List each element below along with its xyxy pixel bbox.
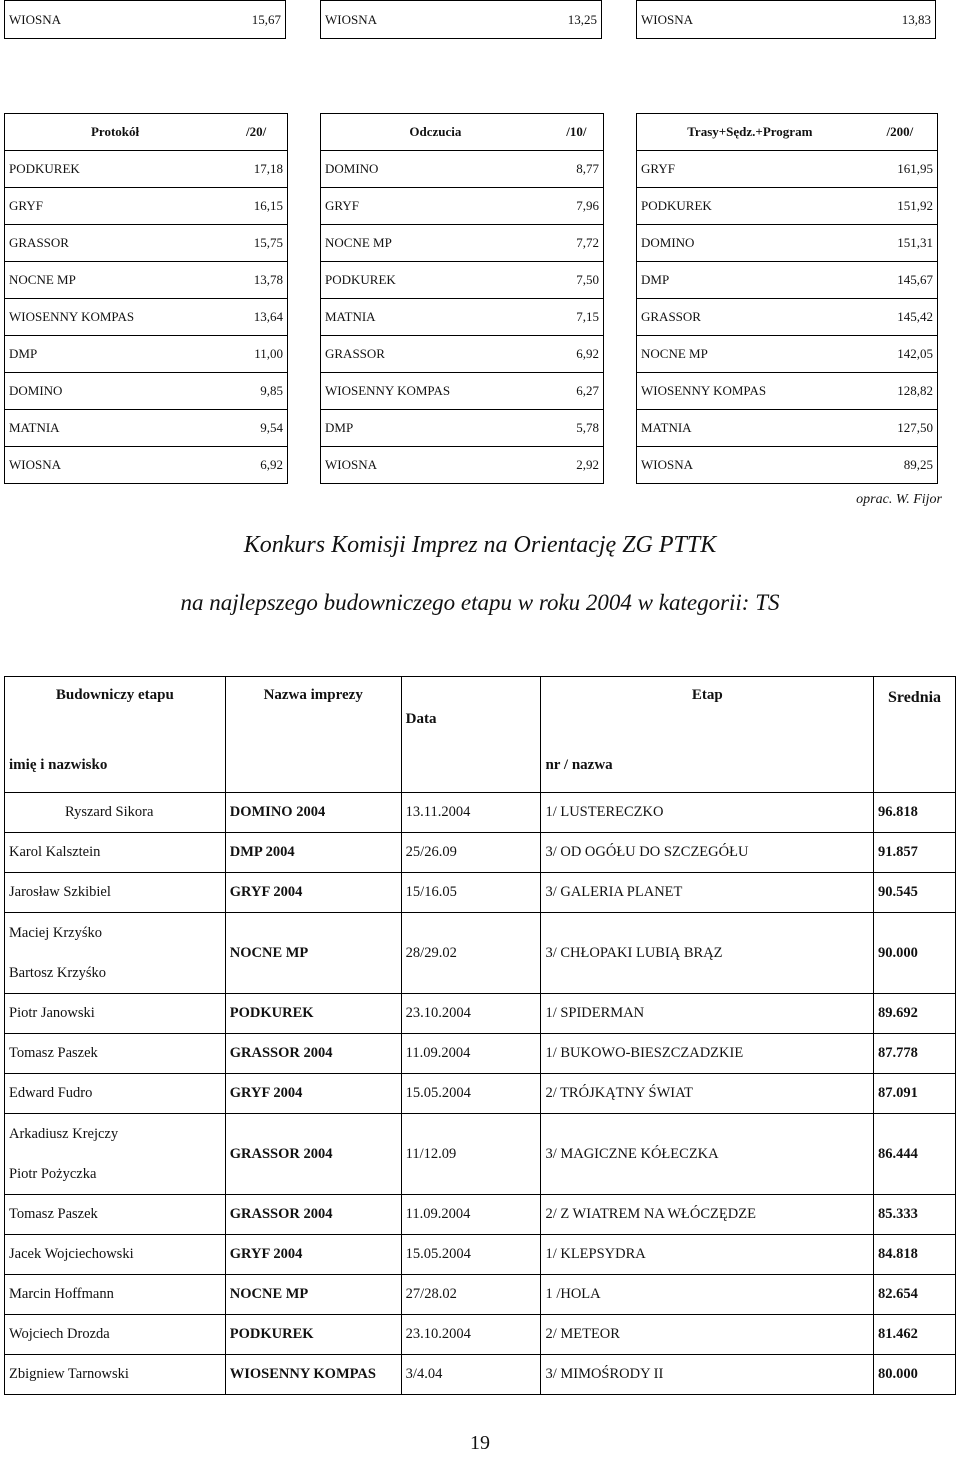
top-strip-value: 13,25	[567, 11, 597, 27]
ranking-team: DMP	[5, 336, 226, 373]
ranking-score: 2,92	[550, 447, 604, 484]
table-row	[5, 833, 956, 873]
ranking-score: 7,15	[550, 299, 604, 336]
builder-name: Jacek Wojciechowski	[5, 1235, 226, 1275]
builder-name: Jarosław Szkibiel	[5, 873, 226, 913]
ranking-team: MATNIA	[5, 410, 226, 447]
ranking-score: 9,85	[225, 373, 287, 410]
event-name: DMP 2004	[225, 833, 401, 873]
ranking-max: /20/	[245, 124, 267, 139]
event-date: 3/4.04	[401, 1355, 541, 1395]
ranking-max: /200/	[886, 124, 914, 139]
top-strip-value: 13,83	[901, 11, 931, 27]
ranking-score: 128,82	[863, 373, 938, 410]
ranking-team: WIOSENNY KOMPAS	[637, 373, 863, 410]
event-date: 23.10.2004	[401, 994, 541, 1034]
ranking-team: DMP	[321, 410, 550, 447]
top-strip-name: WIOSNA	[9, 11, 61, 27]
event-name: GRYF 2004	[225, 873, 401, 913]
event-date: 15.05.2004	[401, 1235, 541, 1275]
event-date: 11.09.2004	[401, 1195, 541, 1235]
ranking-score: 5,78	[550, 410, 604, 447]
avg-score: 84.818	[874, 1235, 956, 1275]
avg-score: 89.692	[874, 994, 956, 1034]
ranking-team: WIOSENNY KOMPAS	[321, 373, 550, 410]
stage-name: 1/ LUSTERECZKO	[541, 793, 874, 833]
ranking-score: 161,95	[863, 151, 938, 188]
results-table	[4, 676, 956, 1395]
ranking-score: 142,05	[863, 336, 938, 373]
ranking-team: WIOSNA	[637, 447, 863, 484]
stage-name: 3/ OD OGÓŁU DO SZCZEGÓŁU	[541, 833, 874, 873]
ranking-score: 13,78	[225, 262, 287, 299]
table-row	[5, 1034, 956, 1074]
builder-name: Tomasz Paszek	[5, 1034, 226, 1074]
ranking-team: NOCNE MP	[321, 225, 550, 262]
ranking-header: Odczucia	[409, 124, 462, 139]
stage-name: 3/ MIMOŚRODY II	[541, 1355, 874, 1395]
event-name: NOCNE MP	[225, 913, 401, 994]
table-row	[5, 994, 956, 1034]
table-row	[5, 1114, 956, 1195]
event-name: GRASSOR 2004	[225, 1114, 401, 1195]
builder-name: Arkadiusz Krejczy	[9, 1126, 119, 1142]
builder-name: Tomasz Paszek	[5, 1195, 226, 1235]
stage-name: 2/ Z WIATREM NA WŁÓCZĘDZE	[541, 1195, 874, 1235]
ranking-team: NOCNE MP	[5, 262, 226, 299]
table-row	[5, 793, 956, 833]
top-strip-box-2	[320, 0, 602, 39]
ranking-score: 17,18	[225, 151, 287, 188]
avg-score: 85.333	[874, 1195, 956, 1235]
builder-name: Bartosz Krzyśko	[9, 965, 107, 981]
ranking-team: GRASSOR	[5, 225, 226, 262]
avg-score: 82.654	[874, 1275, 956, 1315]
ranking-header: Protokół	[90, 124, 140, 139]
results-header-row	[5, 677, 956, 793]
avg-score: 80.000	[874, 1355, 956, 1395]
event-name: DOMINO 2004	[225, 793, 401, 833]
table-row	[5, 1195, 956, 1235]
top-strip-box-3	[636, 0, 936, 39]
ranking-team: GRYF	[321, 188, 550, 225]
ranking-team: DOMINO	[5, 373, 226, 410]
stage-name: 3/ CHŁOPAKI LUBIĄ BRĄZ	[541, 913, 874, 994]
top-strip-value: 15,67	[251, 11, 281, 27]
header-avg: Srednia	[874, 677, 956, 793]
event-date: 11.09.2004	[401, 1034, 541, 1074]
ranking-team: GRASSOR	[637, 299, 863, 336]
event-name: GRYF 2004	[225, 1235, 401, 1275]
header-builder-sub: imię i nazwisko	[9, 757, 108, 773]
event-date: 11/12.09	[401, 1114, 541, 1195]
ranking-team: PODKUREK	[637, 188, 863, 225]
ranking-team: WIOSNA	[321, 447, 550, 484]
top-strip-name: WIOSNA	[641, 11, 693, 27]
header-stage-label: Etap	[691, 687, 723, 703]
stage-name: 3/ MAGICZNE KÓŁECZKA	[541, 1114, 874, 1195]
table-row	[5, 1315, 956, 1355]
top-strip-box-1	[4, 0, 286, 39]
table-row	[5, 913, 956, 994]
ranking-table-odczucia	[320, 113, 604, 484]
builder-name: Wojciech Drozda	[5, 1315, 226, 1355]
header-builder-label: Budowniczy etapu	[55, 687, 174, 703]
avg-score: 81.462	[874, 1315, 956, 1355]
builder-name: Piotr Pożyczka	[9, 1166, 97, 1182]
ranking-team: MATNIA	[321, 299, 550, 336]
ranking-score: 7,72	[550, 225, 604, 262]
stage-name: 2/ METEOR	[541, 1315, 874, 1355]
builder-name: Maciej Krzyśko	[9, 925, 103, 941]
ranking-score: 9,54	[225, 410, 287, 447]
avg-score: 87.778	[874, 1034, 956, 1074]
ranking-score: 15,75	[225, 225, 287, 262]
event-date: 13.11.2004	[401, 793, 541, 833]
event-date: 15.05.2004	[401, 1074, 541, 1114]
event-name: PODKUREK	[225, 994, 401, 1034]
top-strip-name: WIOSNA	[325, 11, 377, 27]
ranking-score: 151,92	[863, 188, 938, 225]
event-date: 25/26.09	[401, 833, 541, 873]
ranking-score: 145,42	[863, 299, 938, 336]
header-stage-sub: nr / nazwa	[545, 757, 613, 773]
ranking-team: MATNIA	[637, 410, 863, 447]
avg-score: 86.444	[874, 1114, 956, 1195]
ranking-score: 145,67	[863, 262, 938, 299]
builder-name: Zbigniew Tarnowski	[5, 1355, 226, 1395]
ranking-team: WIOSNA	[5, 447, 226, 484]
page-number: 19	[470, 1432, 490, 1454]
table-row	[5, 1355, 956, 1395]
table-row	[5, 873, 956, 913]
avg-score: 96.818	[874, 793, 956, 833]
stage-name: 1/ SPIDERMAN	[541, 994, 874, 1034]
event-name: GRASSOR 2004	[225, 1195, 401, 1235]
stage-name: 1/ KLEPSYDRA	[541, 1235, 874, 1275]
builder-name: Edward Fudro	[5, 1074, 226, 1114]
ranking-header: Trasy+Sędz.+Program	[687, 124, 813, 139]
ranking-team: NOCNE MP	[637, 336, 863, 373]
ranking-score: 7,96	[550, 188, 604, 225]
ranking-team: WIOSENNY KOMPAS	[5, 299, 226, 336]
table-row	[5, 1074, 956, 1114]
ranking-score: 11,00	[225, 336, 287, 373]
avg-score: 90.545	[874, 873, 956, 913]
ranking-team: GRASSOR	[321, 336, 550, 373]
avg-score: 91.857	[874, 833, 956, 873]
ranking-score: 6,92	[225, 447, 287, 484]
event-date: 15/16.05	[401, 873, 541, 913]
builder-name: Marcin Hoffmann	[5, 1275, 226, 1315]
ranking-team: GRYF	[5, 188, 226, 225]
builder-name: Ryszard Sikora	[5, 793, 226, 833]
contest-title: Konkurs Komisji Imprez na Orientację ZG PTTK	[243, 532, 717, 558]
stage-name: 1 /HOLA	[541, 1275, 874, 1315]
ranking-score: 16,15	[225, 188, 287, 225]
event-date: 28/29.02	[401, 913, 541, 994]
builder-name: Piotr Janowski	[5, 994, 226, 1034]
ranking-score: 8,77	[550, 151, 604, 188]
ranking-team: GRYF	[637, 151, 863, 188]
builder-names	[5, 1114, 226, 1195]
table-row	[5, 1275, 956, 1315]
ranking-team: DMP	[637, 262, 863, 299]
ranking-team: PODKUREK	[5, 151, 226, 188]
ranking-score: 13,64	[225, 299, 287, 336]
ranking-score: 6,27	[550, 373, 604, 410]
ranking-team: DOMINO	[637, 225, 863, 262]
event-name: NOCNE MP	[225, 1275, 401, 1315]
ranking-table-protokol	[4, 113, 288, 484]
stage-name: 2/ TRÓJKĄTNY ŚWIAT	[541, 1074, 874, 1114]
event-date: 27/28.02	[401, 1275, 541, 1315]
ranking-score: 151,31	[863, 225, 938, 262]
ranking-team: DOMINO	[321, 151, 550, 188]
ranking-team: PODKUREK	[321, 262, 550, 299]
header-date: Data	[401, 677, 541, 793]
contest-subtitle: na najlepszego budowniczego etapu w roku 2004 w kategorii: TS	[180, 590, 780, 615]
ranking-score: 127,50	[863, 410, 938, 447]
event-name: WIOSENNY KOMPAS	[225, 1355, 401, 1395]
ranking-score: 89,25	[863, 447, 938, 484]
stage-name: 3/ GALERIA PLANET	[541, 873, 874, 913]
header-stage	[541, 677, 874, 793]
stage-name: 1/ BUKOWO-BIESZCZADZKIE	[541, 1034, 874, 1074]
header-event: Nazwa imprezy	[225, 677, 401, 793]
ranking-table-trasy	[636, 113, 938, 484]
builder-name: Karol Kalsztein	[5, 833, 226, 873]
avg-score: 87.091	[874, 1074, 956, 1114]
ranking-max: /10/	[566, 124, 587, 139]
event-date: 23.10.2004	[401, 1315, 541, 1355]
event-name: GRASSOR 2004	[225, 1034, 401, 1074]
ranking-score: 6,92	[550, 336, 604, 373]
avg-score: 90.000	[874, 913, 956, 994]
table-row	[5, 1235, 956, 1275]
event-name: PODKUREK	[225, 1315, 401, 1355]
header-builder	[5, 677, 226, 793]
event-name: GRYF 2004	[225, 1074, 401, 1114]
author-note: oprac. W. Fijor	[856, 492, 942, 507]
ranking-score: 7,50	[550, 262, 604, 299]
builder-names	[5, 913, 226, 994]
